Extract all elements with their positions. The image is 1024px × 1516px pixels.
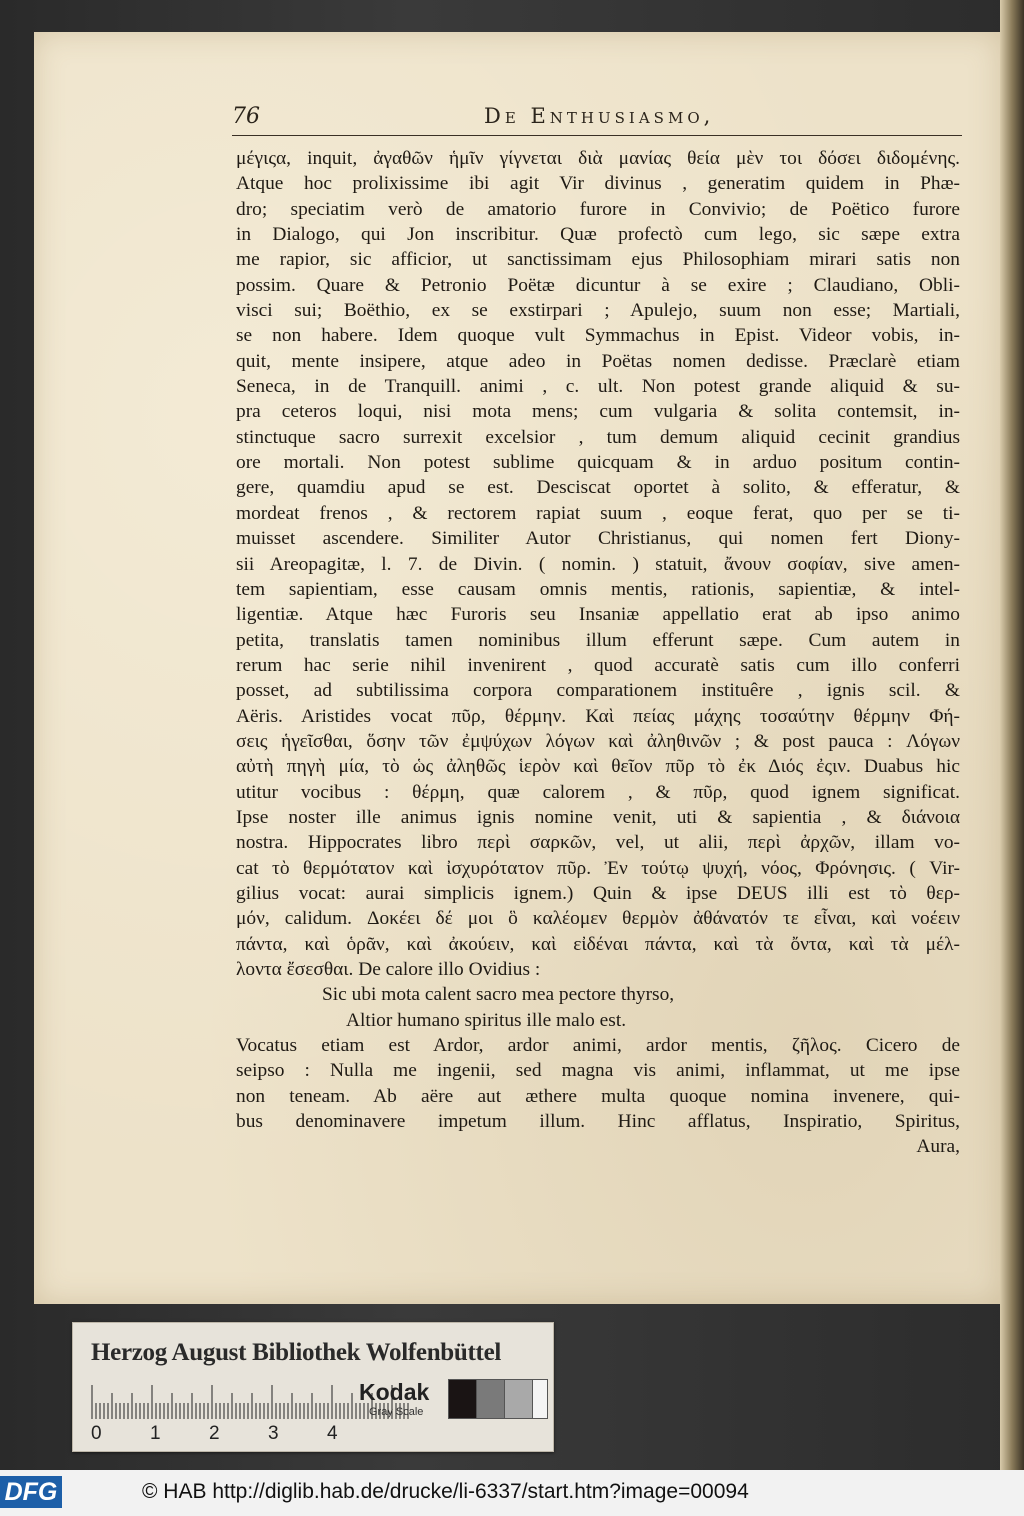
page-header <box>232 104 964 134</box>
ruler-number: 2 <box>209 1423 220 1444</box>
viewer-footer <box>0 1470 1024 1516</box>
text-line: seipso : Nulla me ingenii, sed magna vis animi, inflammat, ut me ipse <box>236 1060 960 1082</box>
text-line: petita, translatis tamen nominibus illum efferunt sæpe. Cum autem in <box>236 629 960 651</box>
text-line: utitur vocibus : θέρμη, quæ calorem , & πῦρ, quod ignem significat. <box>236 781 960 803</box>
ruler-number: 1 <box>150 1423 161 1444</box>
text-line: se non habere. Idem quoque vult Symmachus in Epist. Videor vobis, in- <box>236 325 960 347</box>
text-line: dro; speciatim verò de amatorio furore in Convivio; de Poëtico furore <box>236 198 960 220</box>
text-line: non teneam. Ab aëre aut æthere multa quoque nomina invenere, qui- <box>236 1085 960 1107</box>
text-line: cat τὸ θερμότατον καὶ ἰσχυρότατον πῦρ. Ἐν τούτῳ ψυχή, νόος, Φρόνησις. ( Vir- <box>236 857 960 879</box>
ruler-number: 3 <box>268 1423 279 1444</box>
text-line: μόν, calidum. Δοκέει δέ μοι ὃ καλέομεν θερμὸν ἀθάνατόν τε εἶναι, καὶ νοέειν <box>236 908 960 930</box>
text-line: visci sui; Boëthio, ex se exstirpari ; Apulejo, suum non esse; Martiali, <box>236 300 960 322</box>
dfg-logo[interactable]: DFG <box>0 1476 62 1508</box>
gray-swatch <box>532 1379 548 1419</box>
next-page-edge <box>1000 0 1024 1470</box>
text-line: me rapior, sic afficior, ut sanctissimam ejus Philosophiam mirari satis non <box>236 249 960 271</box>
text-line: αὐτὴ πηγὴ μία, τὸ ὡς ἀληθῶς ἱερὸν καὶ θεῖον πῦρ τὸ ἐκ Διός ἐςιν. Duabus hic <box>236 756 960 778</box>
page-number: 76 <box>232 104 260 129</box>
text-line: μέγιςα, inquit, ἀγαθῶν ἡμῖν γίγνεται διὰ μανίας θεία μὲν τοι δόσει διδομένης. <box>236 148 960 169</box>
text-line: muisset ascendere. Similiter Autor Christianus, qui nomen fert Diony- <box>236 528 960 550</box>
text-line: posset, ad subtilissima corpora comparationem instituêre , ignis scil. & <box>236 680 960 702</box>
copyright-url[interactable]: © HAB http://diglib.hab.de/drucke/li-6337/start.htm?image=00094 <box>142 1480 749 1503</box>
text-line: λοντα ἔσεσθαι. De calore illo Ovidius : <box>236 959 541 980</box>
text-line: nostra. Hippocrates libro περὶ σαρκῶν, vel, ut alii, περὶ ἀρχῶν, illam vo- <box>236 832 960 854</box>
text-line: stinctuque sacro surrexit excelsior , tum demum aliquid cecinit grandius <box>236 426 960 448</box>
text-line: gilius vocat: aurai simplicis ignem.) Quin & ipse DEUS illi est τὸ θερ- <box>236 882 960 904</box>
text-line: possim. Quare & Petronio Poëtæ dicuntur à se exire ; Claudiano, Obli- <box>236 274 960 296</box>
text-line: Seneca, in de Tranquill. animi , c. ult. Non potest grande aliquid & su- <box>236 376 960 398</box>
body-text <box>236 146 960 1160</box>
text-line: Aëris. Aristides vocat πῦρ, θέρμην. Καὶ πείας μάχης τοσαύτην θέρμην Φή- <box>236 705 960 727</box>
text-line: quit, mente insipere, atque adeo in Poëtas nomen dedisse. Præclarè etiam <box>236 350 960 372</box>
text-line: ligentiæ. Atque hæc Furoris seu Insaniæ appellatio erat ab ipso animo <box>236 604 960 626</box>
text-line: bus denominavere impetum illum. Hinc afflatus, Inspiratio, Spiritus, <box>236 1111 960 1133</box>
header-rule <box>232 135 962 136</box>
catchword: Aura, <box>916 1136 960 1158</box>
text-line: in Dialogo, qui Jon inscribitur. Quæ profectò cum lego, sic sæpe extra <box>236 224 960 246</box>
text-line: gere, quamdiu apud se est. Desciscat oportet à solito, & efferatur, & <box>236 477 960 499</box>
gray-swatch <box>476 1379 506 1419</box>
verse-line: Altior humano spiritus ille malo est. <box>346 1009 627 1031</box>
gray-swatch <box>504 1379 534 1419</box>
ruler-number: 4 <box>327 1423 338 1444</box>
text-line: πάντα, καὶ ὁρᾶν, καὶ ἀκούειν, καὶ εἰδέναι πάντα, καὶ τὰ ὄντα, καὶ τὰ μέλ- <box>236 933 960 955</box>
text-line: tem sapientiam, esse causam omnis mentis, rationis, sapientiæ, & intel- <box>236 578 960 600</box>
text-line: mordeat frenos , & rectorem rapiat suum , eoque ferat, quo per se ti- <box>236 502 960 524</box>
text-line: sii Areopagitæ, l. 7. de Divin. ( nomin. ) statuit, ἄνουν σοφίαν, sive amen- <box>236 553 960 575</box>
text-line: σεις ἡγεῖσθαι, ὅσην τῶν ἐμψύχων λόγων καὶ ἀληθινῶν ; & post pauca : Λόγων <box>236 730 960 752</box>
text-line: ore mortali. Non potest sublime quicquam & in arduo positum contin- <box>236 452 960 474</box>
text-line: pra ceteros loqui, nisi mota mens; cum vulgaria & solita contemsit, in- <box>236 401 960 423</box>
text-line: Vocatus etiam est Ardor, ardor animi, ardor mentis, ζῆλος. Cicero de <box>236 1035 960 1057</box>
text-line: Ipse noster ille animus ignis nomine venit, uti & sapientia , & διάνοια <box>236 806 960 828</box>
library-name: Herzog August Bibliothek Wolfenbüttel <box>91 1339 502 1366</box>
kodak-logo: Kodak <box>359 1379 430 1405</box>
gray-swatch <box>448 1379 478 1419</box>
text-line: Atque hoc prolixissime ibi agit Vir divinus , generatim quidem in Phæ- <box>236 173 960 195</box>
kodak-subtitle: Gray Scale <box>369 1406 424 1418</box>
ruler-number: 0 <box>91 1423 102 1444</box>
color-calibration-card <box>72 1322 554 1452</box>
verse-line: Sic ubi mota calent sacro mea pectore thyrso, <box>322 984 675 1006</box>
running-title: De Enthusiasmo, <box>484 104 715 128</box>
text-line: rerum hac serie nihil invenirent , quod accuratè satis cum illo conferri <box>236 654 960 676</box>
